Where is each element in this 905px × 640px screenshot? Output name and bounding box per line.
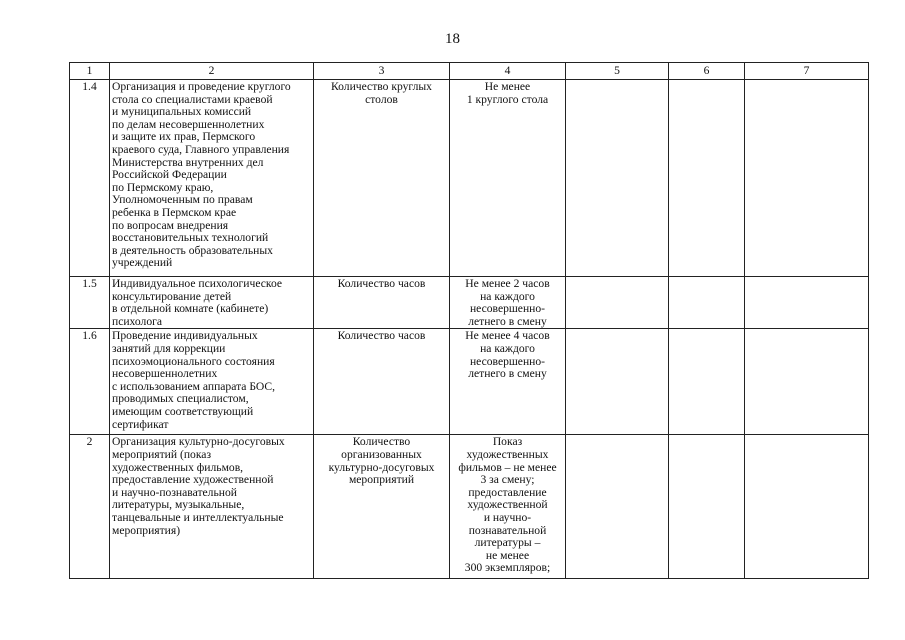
row-number: 1.4 xyxy=(70,80,110,277)
column-header: 6 xyxy=(669,63,745,80)
empty-cell xyxy=(669,277,745,329)
empty-cell xyxy=(745,80,869,277)
empty-cell xyxy=(745,329,869,435)
row-number: 1.6 xyxy=(70,329,110,435)
activity-cell: Организация и проведение круглого стола со специалистами краевой и муниципальных комиссий по делам несовершеннолетних и защите их прав, Пермского краевого суда, Главного управления Министерства внутренних дел Российской Федерации по Пермскому краю, Уполномоченным по правам ребенка в Пермском крае по вопросам внедрения восстановительных технологий в деятельность образовательных учреждений xyxy=(110,80,314,277)
activity-cell: Индивидуальное психологическое консультирование детей в отдельной комнате (кабинете) психолога xyxy=(110,277,314,329)
page-number: 18 xyxy=(445,31,460,47)
column-header: 3 xyxy=(314,63,450,80)
table-row xyxy=(70,80,869,277)
activity-cell: Проведение индивидуальных занятий для коррекции психоэмоционального состояния несовершеннолетних с использованием аппарата БОС, проводимых специалистом, имеющим соответствующий сертификат xyxy=(110,329,314,435)
empty-cell xyxy=(669,329,745,435)
indicator-cell: Количество организованных культурно-досуговых мероприятий xyxy=(314,435,450,579)
table-header-row xyxy=(70,63,869,80)
row-number: 2 xyxy=(70,435,110,579)
value-cell: Не менее 4 часов на каждого несовершенно- летнего в смену xyxy=(450,329,566,435)
value-cell: Не менее 1 круглого стола xyxy=(450,80,566,277)
activity-cell: Организация культурно-досуговых мероприятий (показ художественных фильмов, предоставление художественной и научно-познавательной литературы, музыкальные, танцевальные и интеллектуальные мероприятия) xyxy=(110,435,314,579)
column-header: 4 xyxy=(450,63,566,80)
column-header: 5 xyxy=(566,63,669,80)
empty-cell xyxy=(566,329,669,435)
table-row xyxy=(70,435,869,579)
measures-table xyxy=(69,62,869,579)
empty-cell xyxy=(566,435,669,579)
empty-cell xyxy=(669,80,745,277)
empty-cell xyxy=(745,435,869,579)
value-cell: Показ художественных фильмов – не менее 3 за смену; предоставление художественной и научно- познавательной литературы – не менее 300 экземпляров; xyxy=(450,435,566,579)
column-header: 7 xyxy=(745,63,869,80)
empty-cell xyxy=(566,80,669,277)
row-number: 1.5 xyxy=(70,277,110,329)
table-row xyxy=(70,329,869,435)
column-header: 1 xyxy=(70,63,110,80)
empty-cell xyxy=(566,277,669,329)
empty-cell xyxy=(745,277,869,329)
empty-cell xyxy=(669,435,745,579)
indicator-cell: Количество часов xyxy=(314,329,450,435)
indicator-cell: Количество часов xyxy=(314,277,450,329)
value-cell: Не менее 2 часов на каждого несовершенно- летнего в смену xyxy=(450,277,566,329)
column-header: 2 xyxy=(110,63,314,80)
table-row xyxy=(70,277,869,329)
indicator-cell: Количество круглых столов xyxy=(314,80,450,277)
